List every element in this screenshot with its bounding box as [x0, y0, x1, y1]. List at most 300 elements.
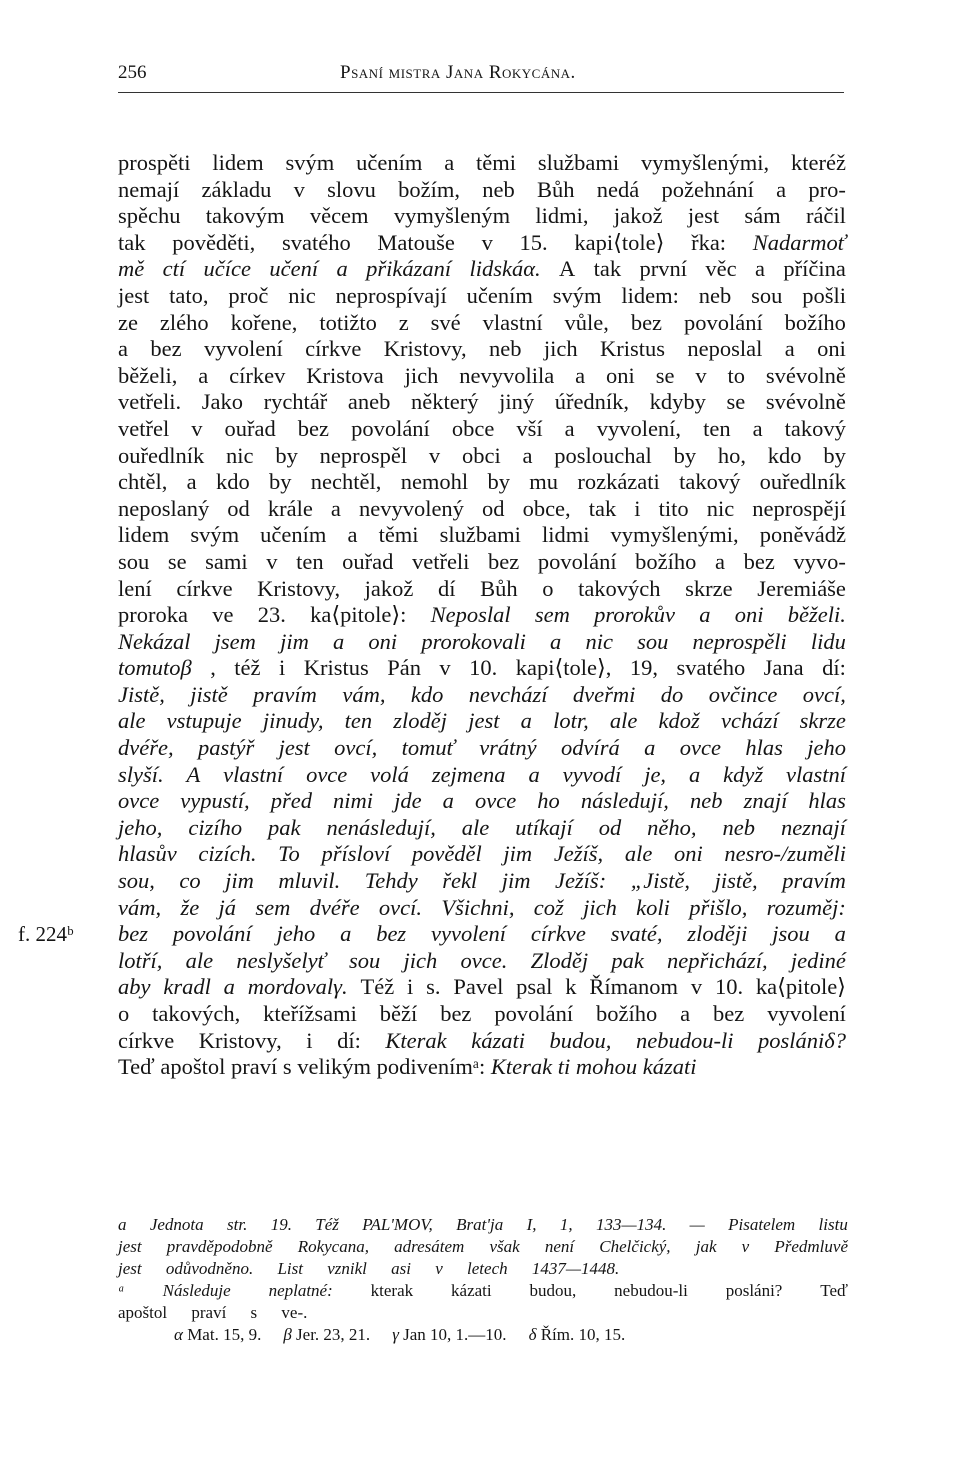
- body-line: [118, 868, 846, 895]
- body-word: církve: [118, 1027, 175, 1053]
- reference-item: [392, 1325, 506, 1344]
- body-word: ten: [296, 548, 324, 574]
- footnote-word: vznikl: [327, 1259, 367, 1278]
- body-word: a: [699, 602, 711, 628]
- body-word: něho,: [647, 814, 697, 840]
- reference-item: [283, 1325, 370, 1344]
- body-word: apoštol: [160, 1054, 226, 1080]
- body-word: ho,: [717, 442, 746, 468]
- body-word: já: [218, 894, 237, 920]
- body-word: povolání: [494, 1001, 574, 1026]
- body-word: A: [186, 761, 201, 787]
- body-line: [118, 895, 846, 922]
- body-word: oni: [606, 362, 635, 388]
- body-word: svým: [552, 282, 602, 308]
- body-word: hlas: [745, 735, 783, 761]
- body-word: dí:: [337, 1027, 361, 1053]
- body-word: a: [550, 628, 562, 654]
- body-word: svým: [285, 150, 335, 175]
- body-word: tomuť: [401, 735, 455, 761]
- body-word: takový: [784, 415, 846, 441]
- body-word: těmi: [378, 522, 419, 548]
- body-word: věcem: [309, 203, 369, 229]
- running-title: Psaní mistra Jana Rokycána.: [340, 62, 576, 83]
- body-word: ovcí.: [378, 894, 423, 920]
- body-word: pravím: [782, 868, 846, 894]
- body-word: vymyšlenými,: [641, 150, 770, 175]
- body-word: z: [398, 309, 409, 335]
- body-word: bez: [743, 548, 775, 574]
- body-word: prorokovali: [421, 628, 526, 654]
- body-word: podivenímᵃ:: [376, 1054, 486, 1080]
- body-line: [118, 203, 846, 230]
- body-word: a: [223, 974, 235, 1000]
- footnote-word: Pisatelem: [728, 1215, 796, 1234]
- body-word: oni: [673, 841, 703, 867]
- body-word: a: [688, 761, 701, 787]
- body-word: pravím: [253, 681, 317, 707]
- body-word: nic: [585, 628, 613, 654]
- body-line: [118, 921, 846, 948]
- body-word: vyvolení: [431, 921, 506, 947]
- body-word: nenásledují,: [326, 814, 436, 840]
- page-number: 256: [118, 62, 147, 83]
- body-word: ouřad: [342, 548, 394, 574]
- body-word: ka⟨pitole⟩:: [310, 602, 407, 628]
- body-word: řekl: [442, 868, 478, 894]
- body-word: lidmi: [541, 522, 590, 548]
- body-word: sem: [534, 602, 570, 628]
- body-word: následují,: [580, 788, 669, 814]
- body-word: svatého: [676, 655, 746, 681]
- body-word: což: [533, 894, 564, 920]
- body-word: a: [522, 442, 533, 468]
- body-word: nevyvolila: [459, 362, 555, 388]
- footnote-word: kterak: [370, 1281, 414, 1300]
- body-word: a: [564, 415, 575, 441]
- body-word: skrze: [685, 575, 733, 601]
- body-word: 10.: [469, 655, 498, 681]
- body-word: zlého: [159, 309, 209, 335]
- body-word: vyvolení: [203, 336, 283, 362]
- body-word: s.: [426, 974, 441, 1000]
- body-word: nimi: [333, 788, 374, 814]
- body-word: nemohl: [400, 469, 469, 495]
- body-word: sou: [349, 947, 381, 973]
- body-word: kdo: [767, 442, 802, 468]
- body-word: jest: [278, 735, 310, 761]
- body-word: 15.: [519, 229, 548, 255]
- footnote-word: jak: [695, 1237, 717, 1256]
- footnote-word: 19.: [270, 1215, 292, 1234]
- body-word: slovu: [327, 176, 376, 202]
- body-word: od: [598, 814, 622, 840]
- body-word: pak: [268, 814, 301, 840]
- body-word: v: [481, 229, 493, 255]
- body-line: [118, 948, 846, 975]
- body-word: kradl: [163, 974, 211, 1000]
- footnote-word: apoštol: [118, 1303, 168, 1322]
- body-word: bez: [488, 548, 520, 574]
- body-word: koli: [636, 894, 670, 920]
- footnote-word: odůvodněno.: [165, 1259, 254, 1278]
- body-word: neznají: [780, 814, 846, 840]
- body-word: poněvádž: [759, 522, 846, 548]
- body-word: jim: [280, 628, 309, 654]
- footnote-word: není: [544, 1237, 575, 1256]
- body-word: povolání: [537, 548, 617, 574]
- body-word: ovcí,: [334, 735, 378, 761]
- body-word: vetřel: [118, 415, 170, 441]
- body-word: ouředlník: [759, 469, 846, 495]
- footnote-line: [118, 1236, 848, 1258]
- body-word: tak: [588, 495, 617, 521]
- body-word: božího: [595, 1001, 658, 1026]
- body-word: kořene,: [230, 309, 298, 335]
- body-word: sou: [637, 628, 669, 654]
- footnote-word: ve-.: [281, 1303, 308, 1322]
- body-word: Též: [360, 974, 395, 1000]
- body-word: sem: [255, 894, 291, 920]
- body-word: Pán: [387, 655, 421, 681]
- body-word: Ježíš,: [553, 841, 604, 867]
- reference-symbol: γ: [392, 1325, 404, 1344]
- body-word: svatého: [281, 229, 351, 255]
- body-word: 10.: [714, 974, 744, 1000]
- body-word: vlastní: [223, 761, 284, 787]
- body-word: nic: [226, 442, 254, 468]
- body-line: [118, 522, 846, 549]
- body-word: a: [644, 735, 656, 761]
- body-word: mě: [118, 256, 145, 282]
- body-word: Bůh: [480, 575, 518, 601]
- body-word: tak: [593, 256, 622, 282]
- body-word: a: [752, 415, 763, 441]
- body-word: ovce: [679, 735, 721, 761]
- body-line: [118, 974, 846, 1001]
- footnote-word: pravděpodobně: [166, 1237, 273, 1256]
- body-word: jim: [501, 868, 531, 894]
- reference-text: Mat. 15, 9.: [187, 1325, 262, 1344]
- body-word: neb: [690, 788, 723, 814]
- body-line: [118, 336, 846, 363]
- body-word: se: [655, 362, 675, 388]
- body-word: takových: [578, 575, 661, 601]
- body-word: službami: [537, 150, 620, 175]
- body-word: kapi⟨tole⟩: [574, 229, 665, 255]
- body-word: církve: [305, 336, 362, 362]
- body-word: jde: [394, 788, 422, 814]
- body-word: Tehdy: [364, 868, 418, 894]
- footnote-word: Jednota: [149, 1215, 204, 1234]
- body-word: To: [278, 841, 300, 867]
- body-word: spěchu: [118, 203, 181, 229]
- body-word: a: [347, 522, 358, 548]
- body-word: a: [715, 548, 725, 574]
- body-word: povolání: [683, 309, 763, 335]
- body-word: jest: [118, 282, 150, 308]
- body-word: ovce.: [460, 947, 508, 973]
- body-word: hlas: [808, 788, 846, 814]
- footnote-word: adresátem: [394, 1237, 465, 1256]
- body-word: vymyšlenými,: [610, 522, 739, 548]
- body-word: a: [755, 256, 766, 282]
- body-word: nevchází: [468, 681, 548, 707]
- footnote-word: —: [689, 1215, 705, 1234]
- body-word: Bůh: [537, 176, 575, 202]
- body-line: [118, 762, 846, 789]
- body-line: [118, 230, 846, 257]
- body-word: nedá: [596, 176, 640, 202]
- body-word: nechtěl,: [310, 469, 382, 495]
- body-word: vlastní: [785, 761, 846, 787]
- body-word: ovce: [306, 761, 348, 787]
- body-word: ouředlník: [118, 442, 205, 468]
- reference-item: [174, 1325, 261, 1344]
- footnote-word: List: [277, 1259, 303, 1278]
- body-word: kapi⟨tole⟩,: [515, 655, 612, 681]
- footnote-word: 1,: [559, 1215, 573, 1234]
- body-word: božím,: [398, 176, 461, 202]
- body-word: jistě: [190, 681, 228, 707]
- body-word: povolání: [172, 921, 252, 947]
- body-word: církev: [229, 362, 286, 388]
- body-word: vetřeli: [411, 548, 470, 574]
- body-word: Kterak: [490, 1054, 553, 1080]
- body-word: jinudy,: [262, 708, 324, 734]
- body-word: oni: [817, 336, 846, 362]
- body-word: když: [723, 761, 764, 787]
- body-word: bez: [118, 921, 148, 947]
- footnote-word: Brat'ja: [456, 1215, 504, 1234]
- body-word: a: [776, 176, 787, 202]
- body-word: lidu: [810, 628, 846, 654]
- body-line: [118, 1054, 846, 1081]
- body-word: proč: [228, 282, 269, 308]
- body-word: a: [575, 362, 586, 388]
- footnote-word: Chelčický,: [599, 1237, 671, 1256]
- body-word: Římanom: [589, 974, 679, 1000]
- body-word: neprospěl: [319, 442, 408, 468]
- body-word: vypustí,: [180, 788, 250, 814]
- body-word: tato,: [169, 282, 209, 308]
- body-word: i: [306, 1027, 313, 1053]
- body-word: i: [634, 495, 641, 521]
- footnote-word: praví: [191, 1303, 227, 1322]
- body-word: Matouše: [377, 229, 455, 255]
- reference-text: Řím. 10, 15.: [540, 1325, 626, 1344]
- body-word: ráčil: [805, 203, 846, 229]
- body-word: běží: [379, 1001, 418, 1026]
- body-word: vrátný: [479, 735, 537, 761]
- body-word: pověděl: [411, 841, 482, 867]
- body-word: Nadarmoť: [752, 229, 846, 255]
- body-word: do: [660, 681, 684, 707]
- body-word: svévolně: [765, 389, 846, 415]
- body-word: obci: [461, 442, 501, 468]
- body-word: tak: [118, 229, 146, 255]
- body-word: dvéře,: [118, 735, 174, 761]
- body-word: volá: [370, 761, 409, 787]
- body-word: učením: [260, 522, 327, 548]
- body-word: své: [430, 309, 461, 335]
- body-word: učení: [269, 256, 319, 282]
- body-word: ovce: [118, 788, 160, 814]
- body-line: [118, 629, 846, 656]
- body-word: lidem: [212, 150, 264, 175]
- body-line: [118, 310, 846, 337]
- body-word: přišlo,: [689, 894, 748, 920]
- body-word: a: [784, 336, 795, 362]
- body-word: o: [118, 1001, 130, 1026]
- body-word: před: [270, 788, 312, 814]
- body-line: [118, 416, 846, 443]
- body-word: mordovalγ.: [247, 974, 348, 1000]
- footnote-word: však: [489, 1237, 520, 1256]
- body-word: neprospějí: [752, 495, 846, 521]
- body-word: pošli: [802, 282, 846, 308]
- body-word: prorokův: [594, 602, 675, 628]
- reference-item: [529, 1325, 626, 1344]
- footnote-word: letech: [467, 1259, 508, 1278]
- body-word: lidskáα.: [469, 256, 541, 282]
- body-word: obce,: [522, 495, 571, 521]
- body-line: [118, 177, 846, 204]
- reference-symbol: δ: [528, 1325, 541, 1344]
- body-word: Všichni,: [441, 894, 515, 920]
- body-word: lidem:: [621, 282, 679, 308]
- body-line: [118, 1028, 846, 1055]
- body-word: Jeremiáše: [757, 575, 846, 601]
- footnote-word: v: [741, 1237, 750, 1256]
- body-word: těmi: [476, 150, 517, 175]
- body-word: nic: [288, 282, 316, 308]
- body-word: dvéře: [309, 894, 360, 920]
- body-word: psal: [516, 974, 553, 1000]
- body-word: neb: [489, 336, 522, 362]
- body-word: povolání: [351, 415, 430, 441]
- body-line: [118, 150, 846, 177]
- body-word: církve: [176, 575, 233, 601]
- body-word: vetřeli.: [118, 389, 182, 415]
- body-word: v: [293, 176, 305, 202]
- body-word: sám: [744, 203, 781, 229]
- body-word: jim: [503, 841, 533, 867]
- body-word: neposlal: [687, 336, 763, 362]
- body-word: kázati: [471, 1027, 525, 1053]
- body-word: Jako: [201, 389, 243, 415]
- body-word: jich: [404, 362, 439, 388]
- body-word: ovcí,: [802, 681, 846, 707]
- body-word: sami: [205, 548, 248, 574]
- header-rule: [118, 92, 844, 93]
- body-word: vlastní: [482, 309, 543, 335]
- body-word: jakož: [364, 575, 414, 601]
- body-word: vší: [516, 415, 543, 441]
- body-word: ho: [537, 788, 560, 814]
- body-word: A: [559, 256, 576, 282]
- body-word: běželi.: [787, 602, 846, 628]
- body-line: [118, 841, 846, 868]
- body-word: Zloděj: [530, 947, 589, 973]
- body-word: v: [695, 362, 707, 388]
- reference-text: Jan 10, 1.—10.: [403, 1325, 507, 1344]
- body-word: nepřichází,: [667, 947, 768, 973]
- footnote-word: PAL'MOV,: [362, 1215, 433, 1234]
- body-word: úředník,: [554, 389, 630, 415]
- body-word: mluvil.: [278, 868, 341, 894]
- body-word: ti: [557, 1054, 571, 1080]
- body-word: neb: [698, 282, 732, 308]
- body-word: pastýř: [197, 735, 255, 761]
- body-word: se: [726, 389, 746, 415]
- body-word: se: [167, 548, 187, 574]
- body-word: a: [834, 921, 846, 947]
- body-word: jsem: [214, 628, 256, 654]
- body-word: obce: [451, 415, 495, 441]
- body-word: mu: [529, 469, 559, 495]
- body-word: jim: [225, 868, 254, 894]
- body-word: ctí: [162, 256, 186, 282]
- body-word: neprospívají: [335, 282, 447, 308]
- body-line: [118, 363, 846, 390]
- body-word: kázati: [642, 1054, 697, 1080]
- body-word: bez: [297, 415, 330, 441]
- body-word: jeho,: [118, 814, 163, 840]
- footnote-word: posláni?: [725, 1281, 783, 1300]
- footnote-word: 1437—1448.: [531, 1259, 620, 1278]
- body-word: sou: [751, 282, 783, 308]
- body-word: skrze: [799, 708, 846, 734]
- footnote-word: a: [118, 1215, 127, 1234]
- body-word: v: [191, 415, 203, 441]
- body-word: by: [269, 469, 292, 495]
- body-word: příčina: [783, 256, 846, 282]
- body-word: přísloví: [321, 841, 391, 867]
- body-word: bez: [630, 309, 663, 335]
- body-word: bez: [440, 1001, 472, 1026]
- body-word: vyvolení,: [596, 415, 682, 441]
- body-word: běželi,: [118, 362, 178, 388]
- body-word: velikým: [297, 1054, 371, 1080]
- body-word: učením: [466, 282, 533, 308]
- body-line: [118, 389, 846, 416]
- footnotes: [118, 1214, 848, 1344]
- body-word: ten: [344, 708, 373, 734]
- body-word: a: [340, 921, 352, 947]
- body-word: vám,: [118, 894, 162, 920]
- body-word: totižto: [319, 309, 377, 335]
- footnote-word: listu: [818, 1215, 848, 1234]
- body-word: sou,: [118, 868, 155, 894]
- body-line: [118, 788, 846, 815]
- body-word: znají: [743, 788, 788, 814]
- body-word: jest: [468, 708, 500, 734]
- body-word: první: [639, 256, 688, 282]
- body-word: kteřížsami: [263, 1001, 357, 1026]
- body-word: pověděti,: [172, 229, 256, 255]
- body-word: kteréž: [790, 150, 846, 175]
- body-word: Kristovy,: [198, 1027, 282, 1053]
- body-word: v: [439, 655, 451, 681]
- body-word: bez: [150, 336, 182, 362]
- body-word: takovým: [205, 203, 285, 229]
- body-word: co: [179, 868, 201, 894]
- body-word: kdo: [410, 681, 444, 707]
- footnote-word: s: [250, 1303, 258, 1322]
- body-word: rozuměj:: [766, 894, 846, 920]
- body-word: a: [336, 256, 348, 282]
